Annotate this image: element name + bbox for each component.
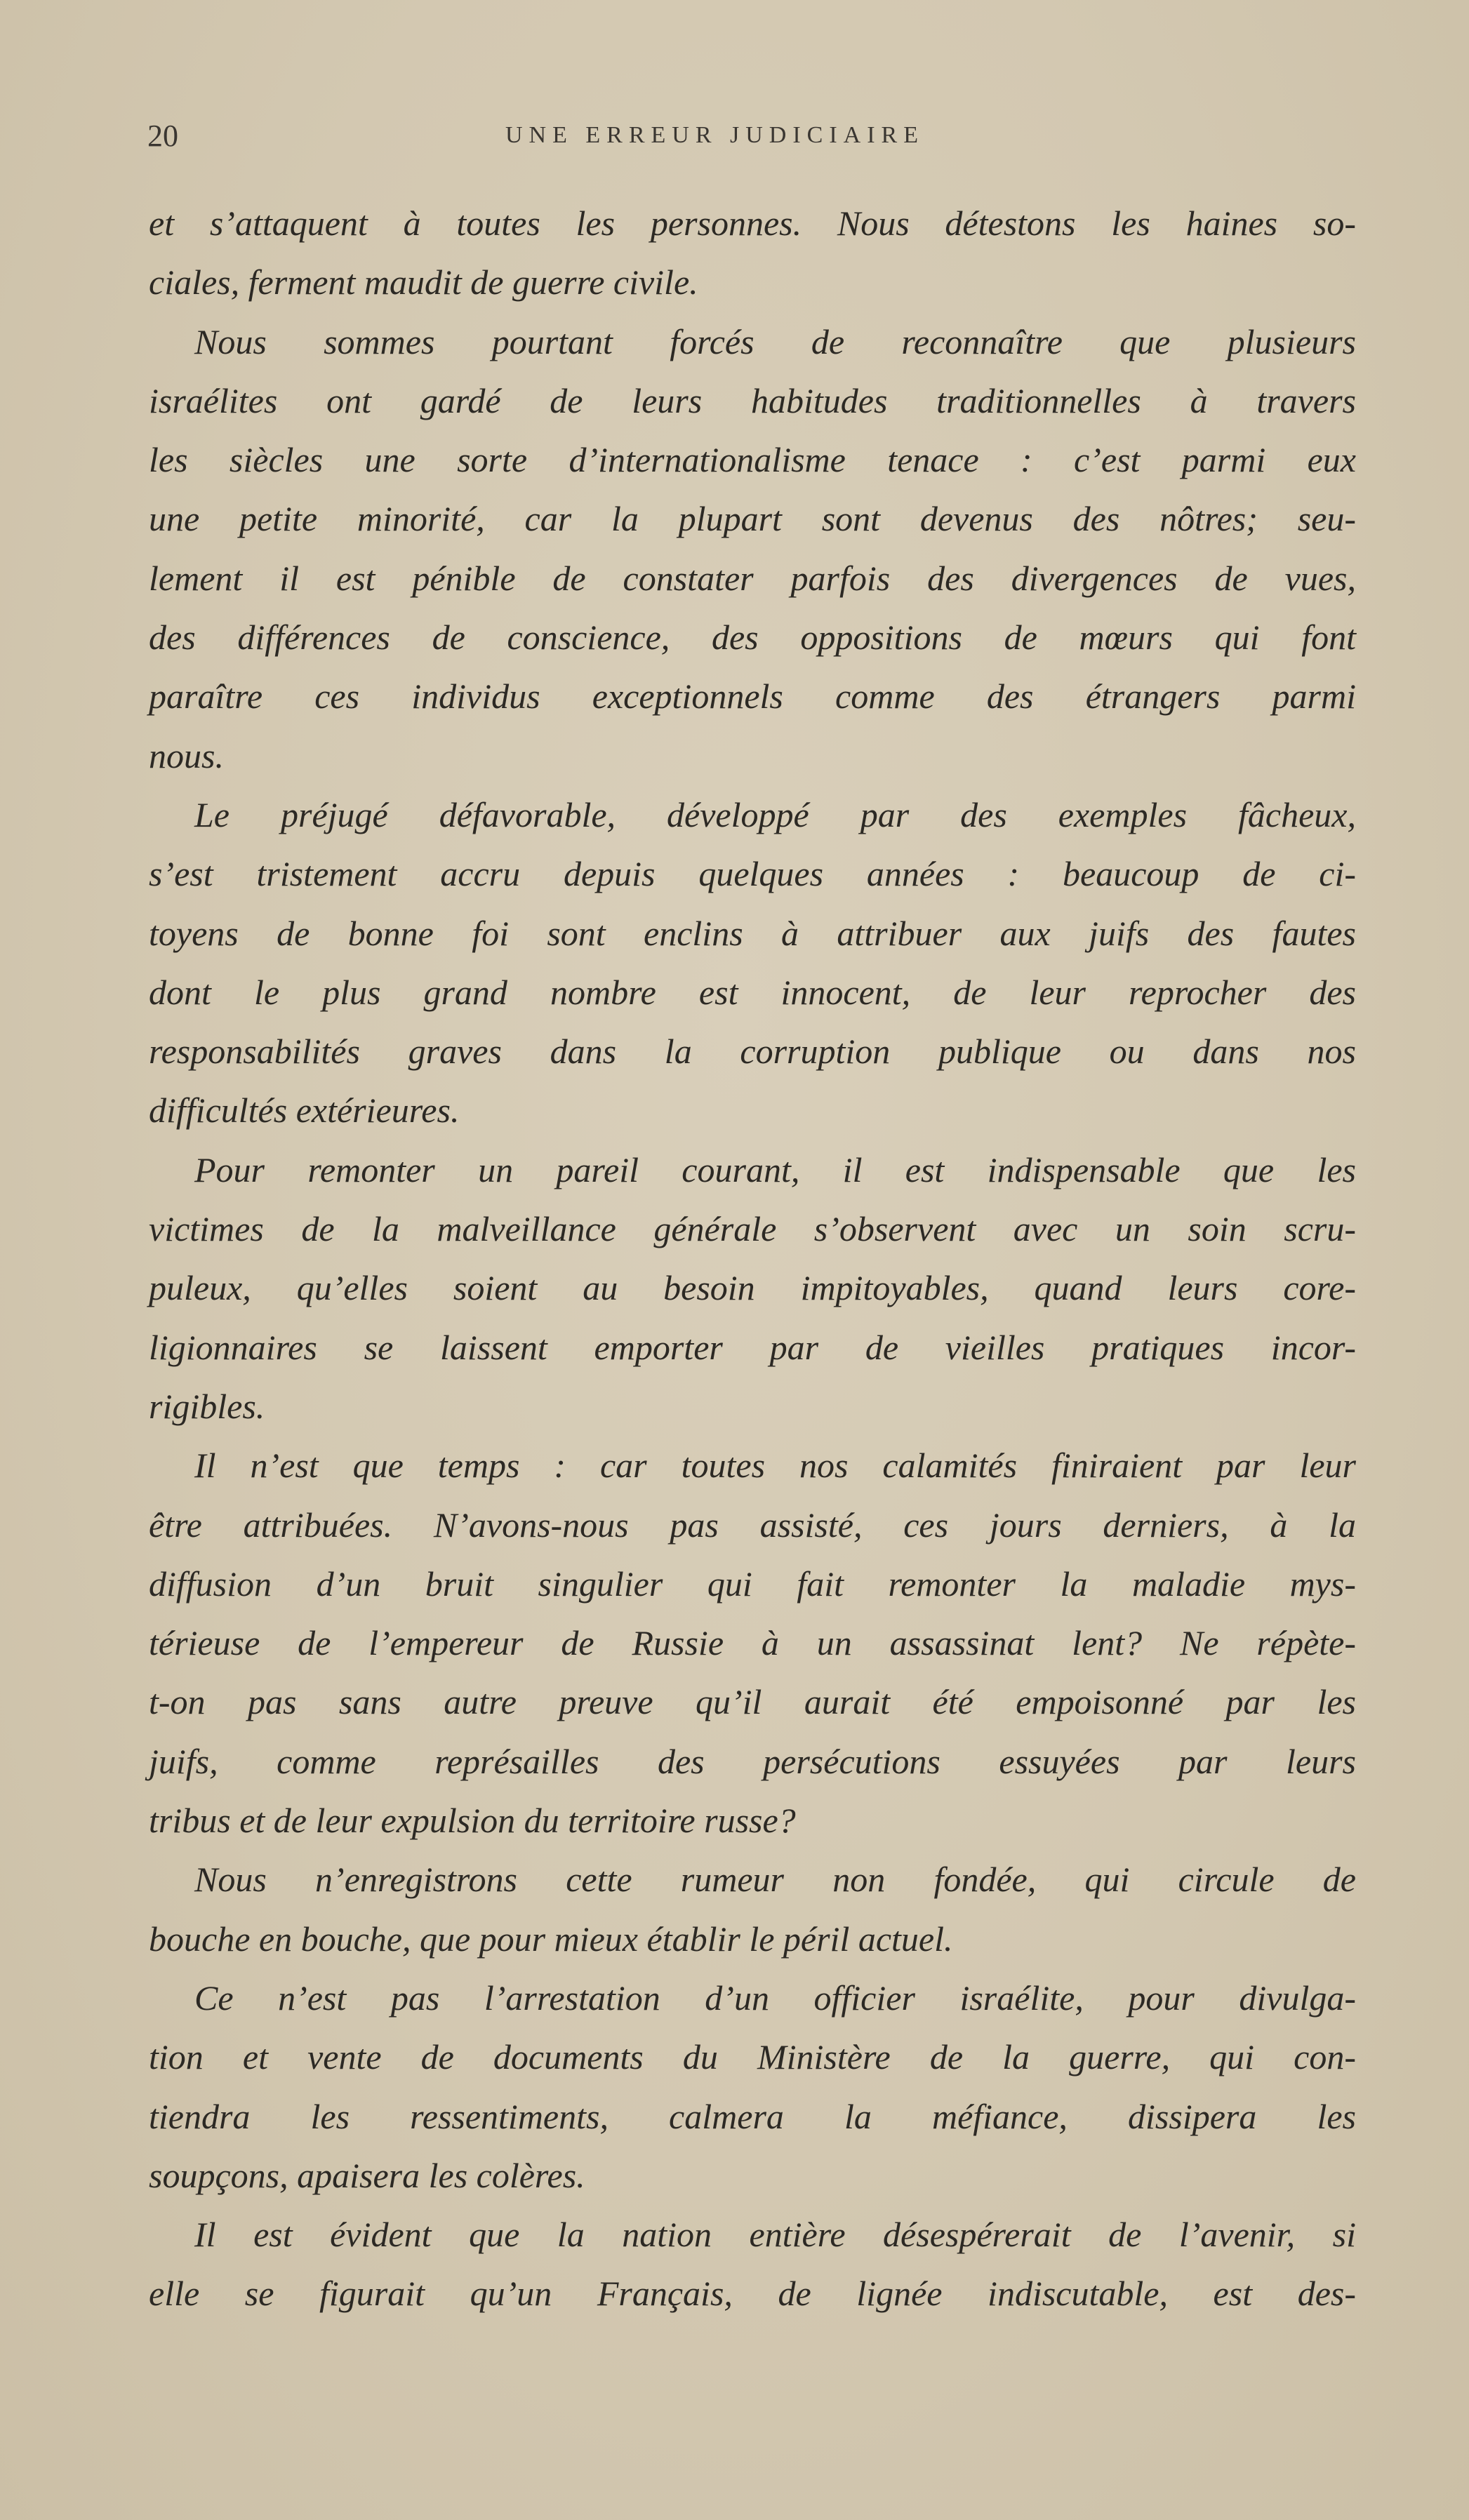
body-text	[149, 194, 1356, 2324]
paragraph	[149, 1436, 1356, 1850]
text-line: elle se figurait qu’un Français, de lignée indiscutable, est des-	[149, 2274, 1356, 2314]
text-line: les siècles une sorte d’internationalisme tenace : c’est parmi eux	[149, 440, 1356, 480]
text-line: des différences de conscience, des oppositions de mœurs qui font	[149, 618, 1356, 658]
running-head	[147, 118, 1358, 160]
text-line: soupçons, apaisera les colères.	[149, 2155, 585, 2195]
paragraph	[149, 1850, 1356, 1968]
text-line: tribus et de leur expulsion du territoire russe?	[149, 1801, 796, 1841]
text-line: israélites ont gardé de leurs habitudes traditionnelles à travers	[149, 380, 1356, 420]
paragraph	[149, 1968, 1356, 2205]
paragraph	[149, 194, 1356, 312]
text-line: térieuse de l’empereur de Russie à un assassinat lent? Ne répète-	[149, 1623, 1356, 1663]
paragraph	[149, 785, 1356, 1140]
paragraph	[149, 1140, 1356, 1436]
text-line: rigibles.	[149, 1386, 265, 1426]
text-line: t-on pas sans autre preuve qu’il aurait été empoisonné par les	[149, 1682, 1356, 1722]
text-line: dont le plus grand nombre est innocent, de leur reprocher des	[149, 972, 1356, 1012]
text-line: lement il est pénible de constater parfois des divergences de vues,	[149, 558, 1356, 598]
text-line: tiendra les ressentiments, calmera la méfiance, dissipera les	[149, 2096, 1356, 2136]
text-line: responsabilités graves dans la corruption publique ou dans nos	[149, 1032, 1356, 1072]
text-line: ciales, ferment maudit de guerre civile.	[149, 262, 698, 302]
text-line: toyens de bonne foi sont enclins à attribuer aux juifs des fautes	[149, 913, 1356, 953]
text-line: Ce n’est pas l’arrestation d’un officier israélite, pour divulga-	[194, 1978, 1356, 2018]
text-line: Nous sommes pourtant forcés de reconnaître que plusieurs	[194, 321, 1356, 361]
text-line: difficultés extérieures.	[149, 1091, 460, 1131]
text-line: ligionnaires se laissent emporter par de vieilles pratiques incor-	[149, 1327, 1356, 1367]
text-line: nous.	[149, 735, 224, 775]
text-line: tion et vente de documents du Ministère de la guerre, qui con-	[149, 2037, 1356, 2077]
text-line: Pour remonter un pareil courant, il est indispensable que les	[194, 1149, 1356, 1189]
text-line: puleux, qu’elles soient au besoin impitoyables, quand leurs core-	[149, 1268, 1356, 1308]
text-line: et s’attaquent à toutes les personnes. Nous détestons les haines so-	[149, 204, 1356, 243]
text-line: être attribuées. N’avons-nous pas assisté, ces jours derniers, à la	[149, 1505, 1356, 1545]
text-line: juifs, comme représailles des persécutions essuyées par leurs	[149, 1741, 1356, 1781]
page-number: 20	[147, 119, 178, 153]
text-line: s’est tristement accru depuis quelques années : beaucoup de ci-	[149, 854, 1356, 894]
text-line: Il est évident que la nation entière désespérerait de l’avenir, si	[194, 2215, 1356, 2255]
text-line: Nous n’enregistrons cette rumeur non fondée, qui circule de	[194, 1860, 1356, 1900]
text-line: Il n’est que temps : car toutes nos calamités finiraient par leur	[194, 1446, 1356, 1486]
text-line: diffusion d’un bruit singulier qui fait remonter la maladie mys-	[149, 1564, 1356, 1604]
text-line: Le préjugé défavorable, développé par des exemples fâcheux,	[194, 794, 1356, 834]
running-title: UNE ERREUR JUDICIAIRE	[505, 122, 924, 148]
text-line: bouche en bouche, que pour mieux établir le péril actuel.	[149, 1919, 953, 1959]
paragraph	[149, 312, 1356, 785]
text-line: paraître ces individus exceptionnels comme des étrangers parmi	[149, 676, 1356, 716]
paragraph	[149, 2205, 1356, 2324]
text-line: victimes de la malveillance générale s’observent avec un soin scru-	[149, 1209, 1356, 1249]
text-line: une petite minorité, car la plupart sont devenus des nôtres; seu-	[149, 499, 1356, 539]
